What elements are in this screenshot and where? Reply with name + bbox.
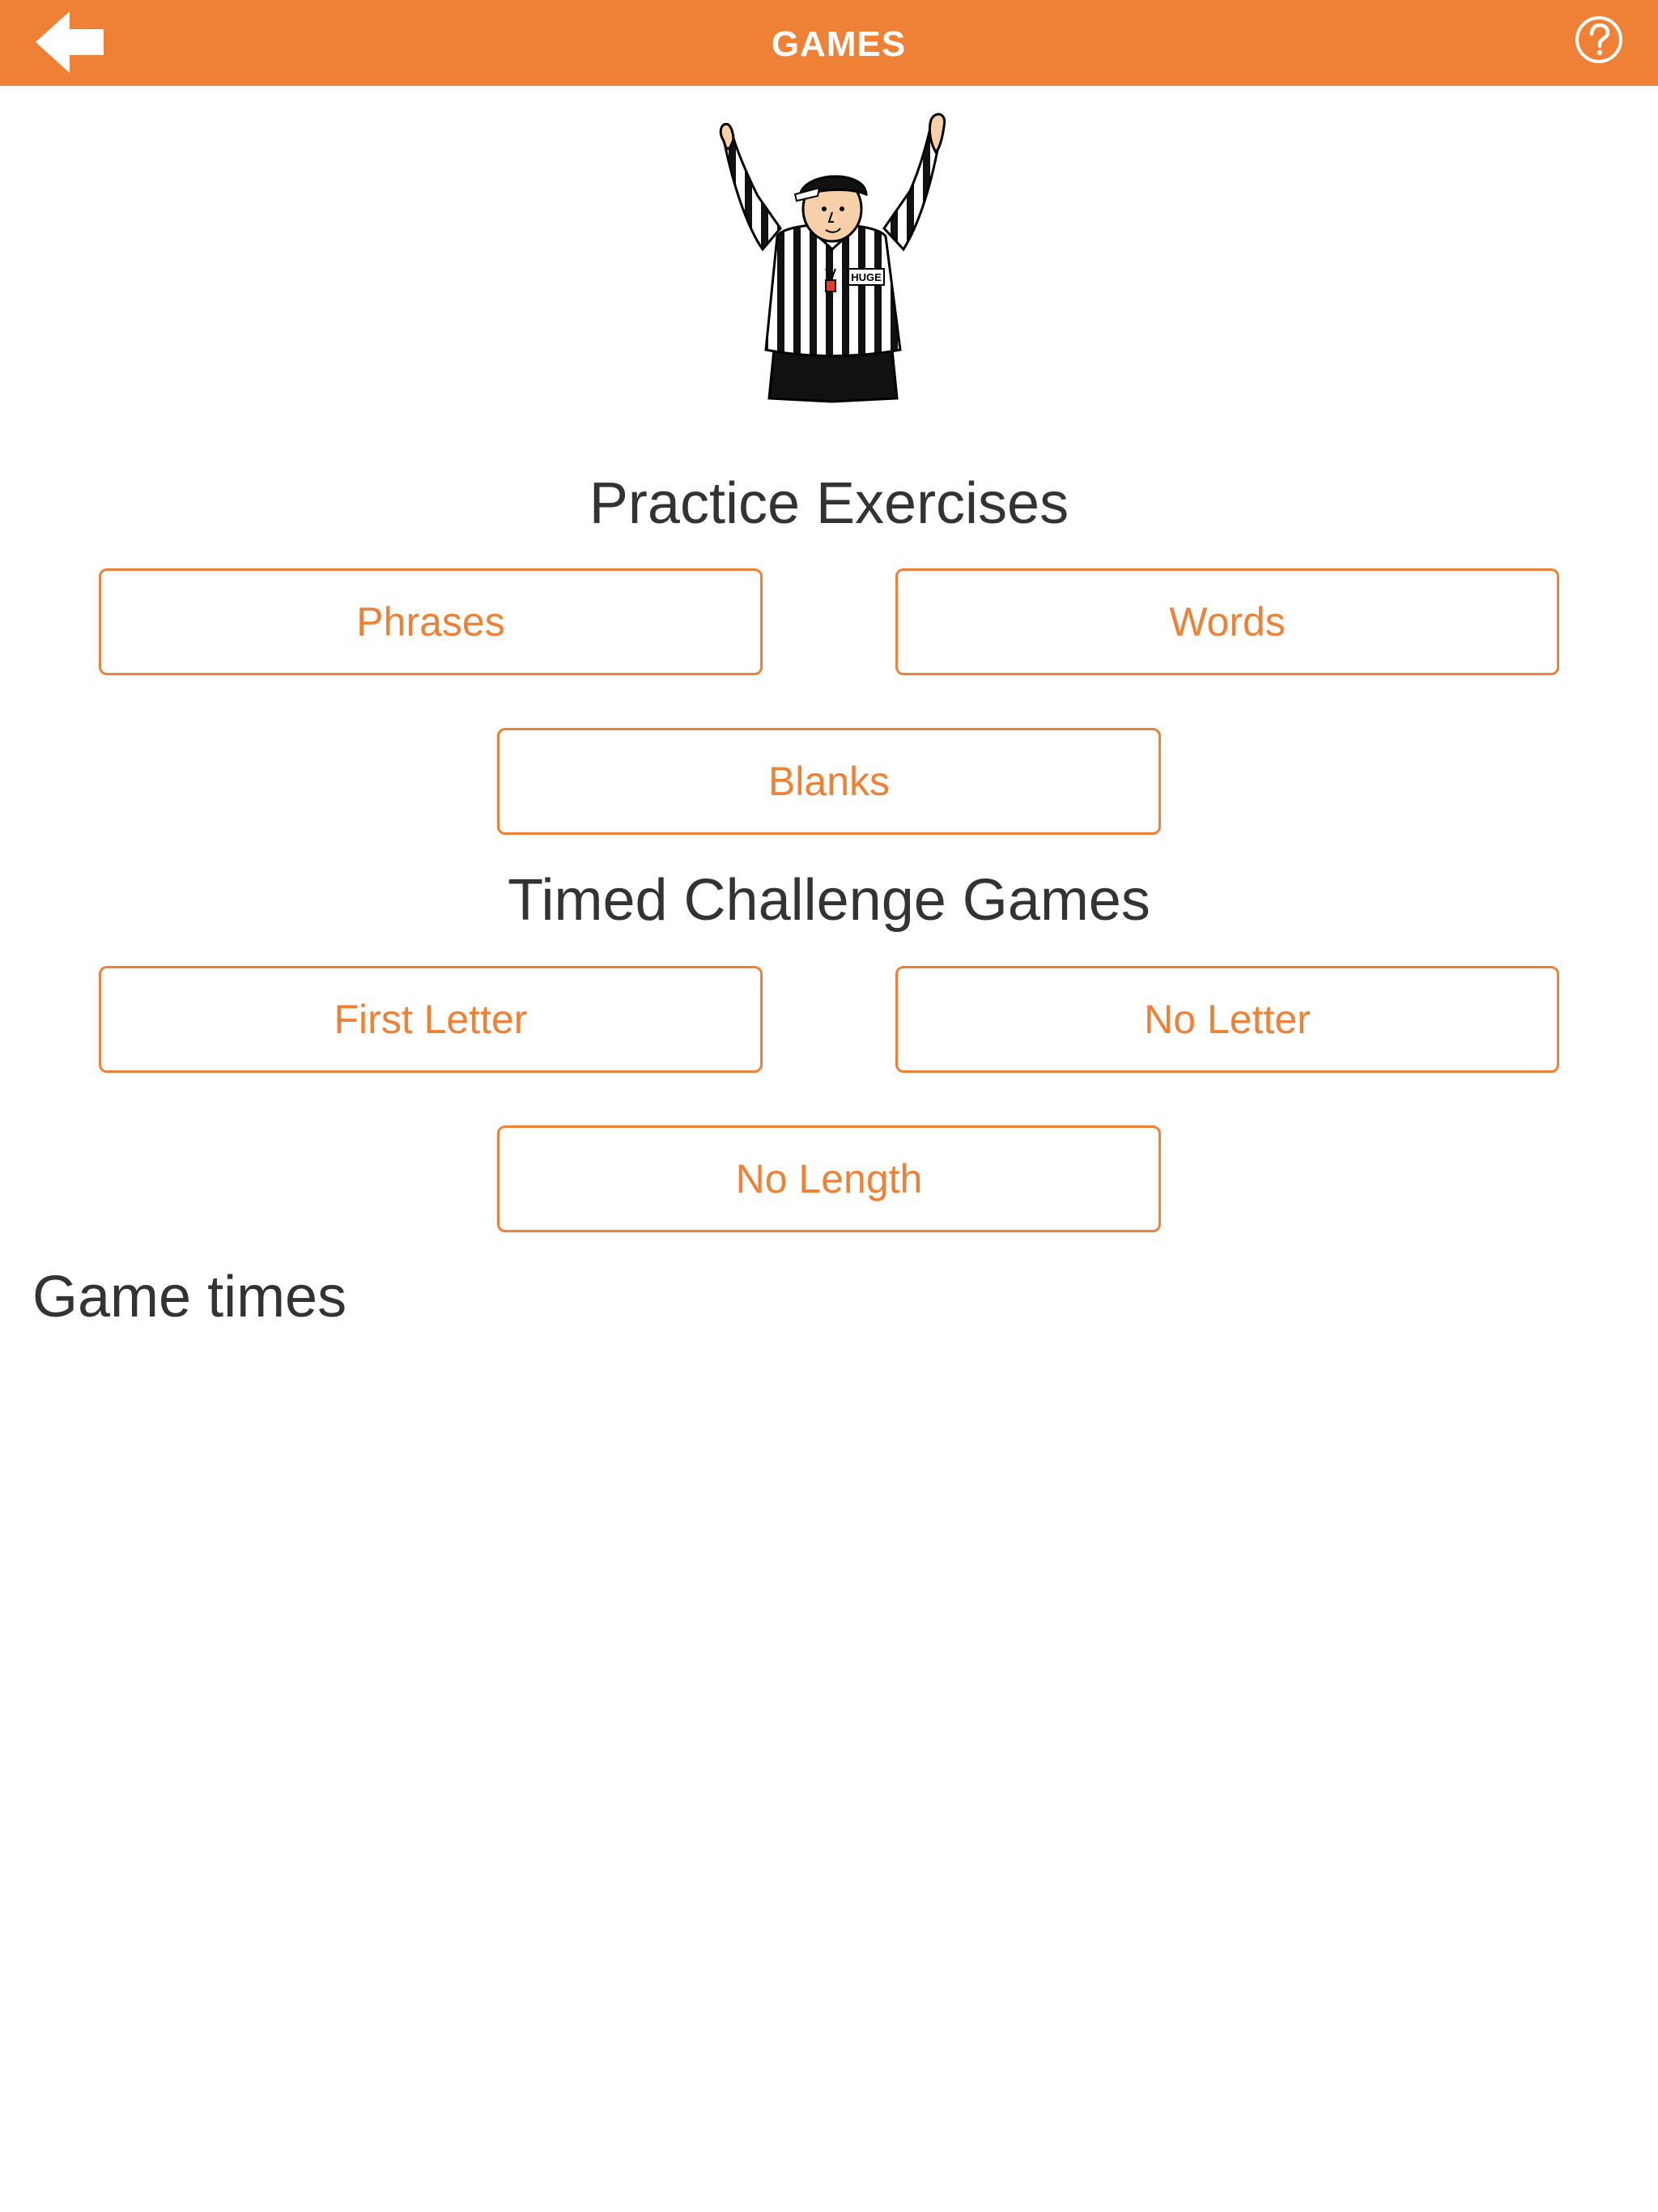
timed-challenge-heading: Timed Challenge Games [508,868,1150,933]
words-button[interactable]: Words [895,568,1559,675]
no-length-button[interactable]: No Length [497,1125,1161,1232]
referee-illustration [712,107,952,408]
page-title: GAMES [771,24,907,64]
shirt-badge-text: HUGE [851,271,882,283]
first-letter-button[interactable]: First Letter [99,966,763,1073]
phrases-button[interactable]: Phrases [99,568,763,675]
blanks-button[interactable]: Blanks [497,728,1161,835]
practice-exercises-heading: Practice Exercises [589,471,1069,536]
top-nav-bar [0,0,1658,86]
game-times-heading: Game times [32,1265,347,1329]
no-letter-button[interactable]: No Letter [895,966,1559,1073]
help-button[interactable] [1574,15,1624,65]
help-circle-icon [1574,15,1624,65]
